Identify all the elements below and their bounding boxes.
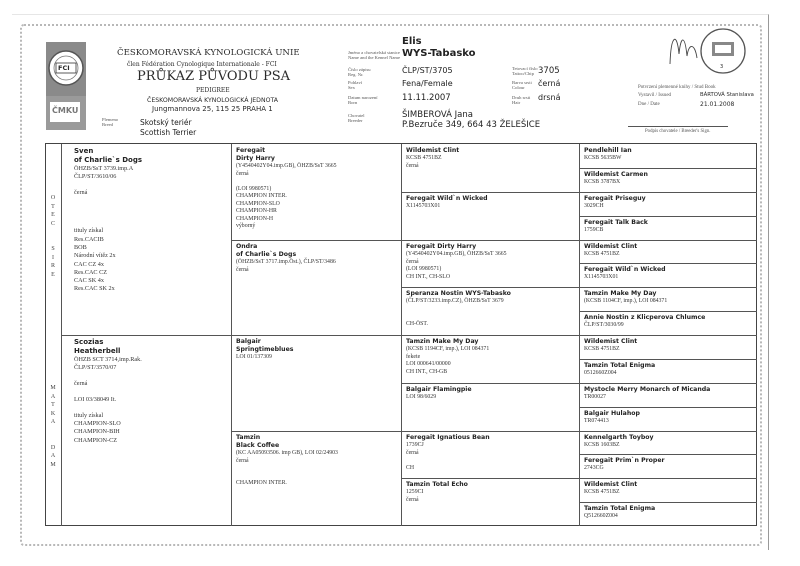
ancestor-detail: CHAMPION-BIH xyxy=(74,428,120,436)
ancestor-name: Feregait Prim`n Proper xyxy=(584,457,665,464)
ancestor-detail: (KCSB 1104CF, imp.), LOI 084371 xyxy=(584,298,668,304)
breeder-value: ŠIMBEROVÁ Jana P.Bezruče 349, 664 43 ŽELEŠICE xyxy=(402,110,541,130)
ancestor-name: Dirty Harry xyxy=(236,155,275,162)
ancestor-detail: CHAMPION-H xyxy=(236,215,274,222)
ancestor-detail: 1259CI xyxy=(406,489,424,495)
side-letter: A xyxy=(50,393,56,400)
side-letter: T xyxy=(51,203,55,210)
side-letter: M xyxy=(50,385,56,391)
ancestor-detail: CAC SK 4x xyxy=(74,277,104,285)
ancestor-detail: CH INT., CH-SLO xyxy=(406,273,451,280)
ancestor-name: Wildemist Carmen xyxy=(584,171,648,178)
ancestor-detail: CHAMPION-HR xyxy=(236,208,277,214)
ancestor-detail: ČLP/ST/3570/07 xyxy=(74,364,117,372)
ancestor-detail: 1759CB xyxy=(584,227,604,233)
ancestor-name: Springtimeblues xyxy=(236,346,294,353)
ancestor-detail: tituly získal xyxy=(74,227,104,235)
ancestor-detail: černá xyxy=(406,496,419,503)
tattoo-value: 3705 xyxy=(538,66,560,76)
issued-value: BÁRTOVÁ Stanislava xyxy=(700,92,754,98)
ancestor-name: Speranza Nostin WYS-Tabasko xyxy=(406,290,511,297)
ancestor-detail: černá xyxy=(236,266,249,273)
ancestor-name: Annie Nostin z Klicperova Chlumce xyxy=(584,314,706,321)
side-letter xyxy=(46,228,60,237)
ancestor-gen4-15 xyxy=(580,479,758,502)
ancestor-detail: CHAMPION INTER. xyxy=(236,193,287,199)
sire-side-label xyxy=(46,194,60,279)
colour-label: Barva srsti Colour xyxy=(512,80,532,90)
ancestor-detail: 1739CJ xyxy=(406,442,424,448)
ancestor-gen2-1 xyxy=(232,145,401,240)
ancestor-detail xyxy=(74,182,227,190)
ancestor-detail: fekete xyxy=(406,353,421,360)
ancestor-detail: CH-ÖST. xyxy=(406,320,428,327)
sex-label: Pohlaví Sex xyxy=(348,80,363,90)
ancestor-detail: TR00027 xyxy=(584,394,606,400)
ancestor-name: Kennelgarth Toyboy xyxy=(584,434,654,441)
ancestor-name: Scozias xyxy=(74,338,104,346)
side-letter: T xyxy=(51,402,55,408)
ancestor-name: Wildemist Clint xyxy=(584,338,638,345)
dam-side-label xyxy=(46,384,60,469)
ancestor-gen3-1 xyxy=(402,145,579,192)
ancestor-detail: Q512660Z004 xyxy=(584,513,618,519)
ancestor-detail xyxy=(236,178,397,186)
breeder-signature-label: Podpis chovatele / Breeder's Sign. xyxy=(645,129,711,134)
ancestor-gen4-9 xyxy=(580,336,758,359)
side-letter: C xyxy=(50,220,55,227)
ancestor-detail: černá xyxy=(406,449,419,456)
ancestor-detail: BOB xyxy=(74,243,87,251)
ancestor-gen1-1 xyxy=(62,145,231,335)
hair-value: drsná xyxy=(538,93,561,102)
side-letter: R xyxy=(50,263,55,269)
ancestor-detail: CHAMPION INTER. xyxy=(236,480,287,486)
ancestor-detail: CAC CZ 4x xyxy=(74,260,104,268)
ancestor-name: Sven xyxy=(74,147,94,155)
ancestor-detail: LOI 03/38049 It. xyxy=(74,395,117,403)
ancestor-name: Feregait Talk Back xyxy=(584,219,648,226)
club-address: Jungmannova 25, 115 25 PRAHA 1 xyxy=(152,105,273,113)
ancestor-detail: CHAMPION-SLO xyxy=(74,419,121,427)
ancestor-gen2-3 xyxy=(232,336,401,431)
breeder-label: Chovatel Breeder xyxy=(348,113,365,123)
logo-cmku-text: ČMKU xyxy=(52,106,79,115)
ancestor-detail: Res.CACIB xyxy=(74,235,104,243)
ancestor-gen3-4 xyxy=(402,288,579,335)
ancestor-detail xyxy=(236,473,397,481)
ancestor-name: Tamzin Make My Day xyxy=(406,338,479,345)
ancestor-detail: CH INT., CH-GB xyxy=(406,368,448,375)
ancestor-name: Tamzin Make My Day xyxy=(584,290,657,297)
ancestor-detail: černá xyxy=(74,380,88,388)
ancestor-name: Feregait xyxy=(236,147,266,154)
ancestor-detail: černá xyxy=(236,170,249,177)
ancestor-name: Wildemist Clint xyxy=(406,147,460,154)
ancestor-detail: (KC AA05093506. imp GB), LOI 02/24903 xyxy=(236,450,338,456)
ancestor-gen3-6 xyxy=(402,384,579,431)
breeder-signature-line xyxy=(628,126,728,127)
date-value: 21.01.2008 xyxy=(700,101,735,108)
ancestor-name: Mystocle Merry Monarch of Micanda xyxy=(584,386,711,393)
ancestor-detail xyxy=(74,404,227,412)
side-letter xyxy=(46,237,60,246)
born-label: Datum narození Born xyxy=(348,95,378,105)
ancestor-detail: KCSB 3787BX xyxy=(584,179,621,185)
ancestor-name: Feregait Priseguy xyxy=(584,195,646,202)
ancestor-detail: černá xyxy=(236,457,249,464)
ancestor-detail xyxy=(406,313,575,321)
ancestor-detail xyxy=(406,306,575,314)
ancestor-gen2-4 xyxy=(232,432,401,527)
ancestor-detail: Národní vítěz 2x xyxy=(74,252,116,260)
breed-value: Skotský teriér Scottish Terrier xyxy=(140,118,197,137)
ancestor-gen1-2 xyxy=(62,336,231,526)
ancestor-detail: ÖHZB SCT 3714,imp.Rak. xyxy=(74,356,142,363)
ancestor-detail: černá xyxy=(406,162,419,169)
pedigree-table xyxy=(45,143,757,526)
ancestor-detail: (LOI 9980571) xyxy=(236,185,272,192)
ancestor-gen3-7 xyxy=(402,432,579,479)
reg-number: ČLP/ST/3705 xyxy=(402,66,453,75)
ancestor-detail: X1145703X01 xyxy=(406,203,441,209)
ancestor-detail: LOI 01/137309 xyxy=(236,354,272,360)
ancestor-detail: KCSB 4751BZ xyxy=(584,346,620,352)
ancestor-name: Wildemist Clint xyxy=(584,481,638,488)
ancestor-gen4-6 xyxy=(580,264,758,287)
ancestor-detail: Res.CAC CZ xyxy=(74,268,108,276)
ancestor-gen4-5 xyxy=(580,241,758,264)
ancestor-gen4-13 xyxy=(580,432,758,455)
ancestor-name: Ondra xyxy=(236,243,258,250)
ancestor-detail: černá xyxy=(406,258,419,265)
ancestor-detail xyxy=(74,373,227,381)
ancestor-detail xyxy=(74,197,227,205)
breed-label: Plemeno Breed xyxy=(102,117,119,127)
side-letter: E xyxy=(51,212,55,218)
ancestor-detail xyxy=(74,212,227,220)
side-letter: M xyxy=(50,461,56,468)
ancestor-name: Black Coffee xyxy=(236,442,280,449)
ancestor-name: Balgair xyxy=(236,338,261,345)
ancestor-gen3-5 xyxy=(402,336,579,383)
ancestor-detail: (KCSB 1194CF, imp.), LOI 084371 xyxy=(406,346,490,352)
born-value: 11.11.2007 xyxy=(402,93,451,103)
ancestor-gen4-3 xyxy=(580,193,758,216)
ancestor-name: Balgair Flamingpie xyxy=(406,386,472,393)
ancestor-gen4-4 xyxy=(580,217,758,240)
side-letter: E xyxy=(51,271,55,278)
ancestor-detail xyxy=(236,465,397,473)
ancestor-detail: (ČLP/ST/3233.imp.CZ), ÖHZB/SsT 3679 xyxy=(406,298,504,304)
ancestor-name: Wildemist Clint xyxy=(584,243,638,250)
side-letter: D xyxy=(50,444,56,451)
ancestor-detail: LOI 000641/00000 xyxy=(406,361,451,367)
ancestor-name: Tamzin Total Enigma xyxy=(584,362,656,369)
fci-cmku-logo xyxy=(46,42,86,130)
ancestor-detail: ÖHZB/SsT 3739.imp.A xyxy=(74,165,134,172)
ancestor-detail xyxy=(74,205,227,213)
studbook-label: Potvrzení plemenné knihy / Stud Book xyxy=(638,85,716,90)
logo-fci-text: FCI xyxy=(58,64,70,72)
ancestor-detail: tituly získal xyxy=(74,411,104,419)
ancestor-detail xyxy=(74,220,227,228)
ancestor-detail xyxy=(406,457,575,465)
issued-label: Vystavil / Issued xyxy=(638,93,672,98)
name-label: Jméno a chovatelská stanice Name and the Kennel Name xyxy=(348,50,401,60)
stamp-number: 3 xyxy=(720,64,724,70)
union-title: ČESKOMORAVSKÁ KYNOLOGICKÁ UNIE xyxy=(117,48,300,58)
reg-label: Číslo zápisu Reg. Nr. xyxy=(348,67,371,77)
side-letter: K xyxy=(50,410,56,417)
ancestor-name: Tamzin Total Enigma xyxy=(584,505,656,512)
ancestor-name: Balgair Hulahop xyxy=(584,410,640,417)
ancestor-gen4-7 xyxy=(580,288,758,311)
ancestor-detail: ČLP/ST/3030/99 xyxy=(584,322,624,328)
side-letter: I xyxy=(52,254,54,261)
ancestor-gen2-2 xyxy=(232,241,401,336)
ancestor-name: Feregait Wild`n Wicked xyxy=(584,266,666,273)
ancestor-detail: 0512660Z004 xyxy=(584,370,617,376)
document-title: PRŮKAZ PŮVODU PSA xyxy=(137,69,291,84)
ancestor-gen4-1 xyxy=(580,145,758,168)
ancestor-name: Feregait Ignatious Bean xyxy=(406,434,490,441)
ancestor-detail: (LOI 9980571) xyxy=(406,266,442,272)
ancestor-detail: (Y4540402Y04.imp.GB), ÖHZB/SsT 3665 xyxy=(236,163,337,169)
ancestor-gen3-3 xyxy=(402,241,579,288)
ancestor-detail: CHAMPION-CZ xyxy=(74,436,117,444)
ancestor-detail: (Y4540402Y04.imp.GB), ÖHZB/SsT 3665 xyxy=(406,251,507,257)
ancestor-gen4-10 xyxy=(580,360,758,383)
ancestor-detail: KCSB 4751BZ xyxy=(584,251,620,257)
ancestor-detail: KCSB 4751BZ xyxy=(406,155,442,161)
ancestor-detail: CH xyxy=(406,464,415,471)
ancestor-detail: KCSB 4751BZ xyxy=(584,489,620,495)
date-label: Dne / Date xyxy=(638,102,660,107)
side-letter: A xyxy=(50,419,56,425)
side-letter xyxy=(46,435,60,444)
hair-label: Druh srsti Hair xyxy=(512,95,531,105)
ancestor-gen4-12 xyxy=(580,408,758,431)
ancestor-detail xyxy=(74,388,227,396)
ancestor-name: Tamzin Total Echo xyxy=(406,481,468,488)
ancestor-detail: Res.CAC SK 2x xyxy=(74,285,115,293)
ancestor-gen3-8 xyxy=(402,479,579,526)
ancestor-name: Pendlehill Ian xyxy=(584,147,632,154)
colour-value: černá xyxy=(538,79,561,88)
ancestor-detail: ČLP/ST/3610/06 xyxy=(74,173,117,181)
ancestor-detail: 2743CG xyxy=(584,465,604,471)
side-letter xyxy=(46,427,60,436)
ancestor-name: of Charlie`s Dogs xyxy=(236,251,297,258)
ancestor-name: Feregait Wild`n Wicked xyxy=(406,195,488,202)
ancestor-gen4-14 xyxy=(580,455,758,478)
studbook-stamp xyxy=(665,24,755,76)
dog-name: Elis WYS-Tabasko xyxy=(402,36,476,59)
ancestor-detail: černá xyxy=(74,189,88,197)
ancestor-detail: LOI 98/6029 xyxy=(406,394,437,400)
ancestor-gen4-11 xyxy=(580,384,758,407)
ancestor-detail: CHAMPION-SLO xyxy=(236,200,280,207)
side-letter: S xyxy=(51,246,55,252)
ancestor-detail: X1145703X01 xyxy=(584,274,619,280)
ancestor-name: Tamzin xyxy=(236,434,261,441)
ancestor-gen4-2 xyxy=(580,169,758,192)
tattoo-label: Tetovací číslo Tattoo/Chip xyxy=(512,66,538,76)
side-letter: A xyxy=(50,453,56,459)
ancestor-name: Feregait Dirty Harry xyxy=(406,243,477,250)
ancestor-gen4-16 xyxy=(580,503,758,526)
ancestor-detail: výborný xyxy=(236,223,256,229)
ancestor-gen3-2 xyxy=(402,193,579,240)
document-subtitle: PEDIGREE xyxy=(196,87,230,94)
side-letter: O xyxy=(50,195,56,201)
ancestor-name: of Charlie`s Dogs xyxy=(74,156,143,164)
sex-value: Fena/Female xyxy=(402,79,453,88)
ancestor-detail: TR074413 xyxy=(584,418,609,424)
fci-member-line: člen Fédération Cynologique Internationale - FCI xyxy=(127,61,277,68)
ancestor-detail: KCSB 1603BZ xyxy=(584,442,620,448)
ancestor-name: Heatherbell xyxy=(74,347,121,355)
ancestor-detail: 3029CH xyxy=(584,203,604,209)
ancestor-detail: (ÖHZB/SsT 3717.imp.Öst.), ČLP/ST/3486 xyxy=(236,259,336,265)
club-name: ČESKOMORAVSKÁ KYNOLOGICKÁ JEDNOTA xyxy=(147,97,278,104)
ancestor-detail: KCSB 5635BW xyxy=(584,155,622,161)
ancestor-gen4-8 xyxy=(580,312,758,335)
